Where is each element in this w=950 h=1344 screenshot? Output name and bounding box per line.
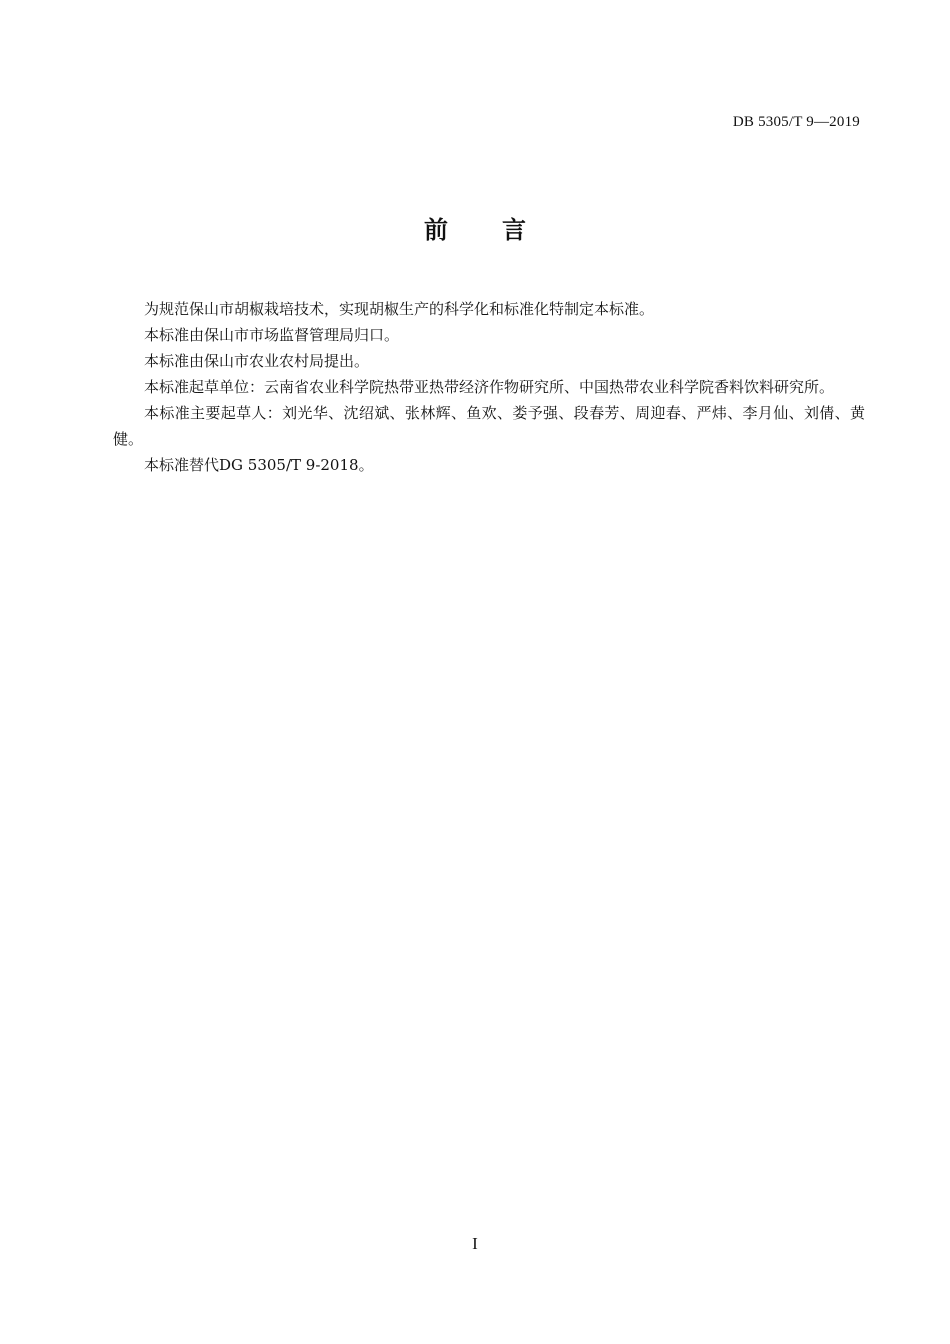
- paragraph-replaces: 本标准替代DG 5305/T 9-2018。: [144, 456, 374, 474]
- paragraph-proposed-by: 本标准由保山市农业农村局提出。: [144, 352, 370, 370]
- paragraph-administered-by: 本标准由保山市市场监督管理局归口。: [144, 326, 400, 344]
- title-char-2: 言: [502, 216, 526, 244]
- paragraph-purpose: 为规范保山市胡椒栽培技术，实现胡椒生产的科学化和标准化特制定本标准。: [144, 300, 655, 318]
- foreword-body: [113, 296, 865, 478]
- document-code: DB 5305/T 9—2019: [732, 114, 860, 130]
- paragraph-drafters: 本标准主要起草人：刘光华、沈绍斌、张林辉、鱼欢、娄予强、段春芳、周迎春、严炜、李月仙、刘倩、黄健。: [113, 404, 865, 448]
- page-title: [0, 210, 950, 245]
- paragraph-drafting-units: 本标准起草单位：云南省农业科学院热带亚热带经济作物研究所、中国热带农业科学院香料饮料研究所。: [144, 378, 835, 396]
- title-char-1: 前: [424, 216, 448, 244]
- page-number: I: [472, 1234, 478, 1253]
